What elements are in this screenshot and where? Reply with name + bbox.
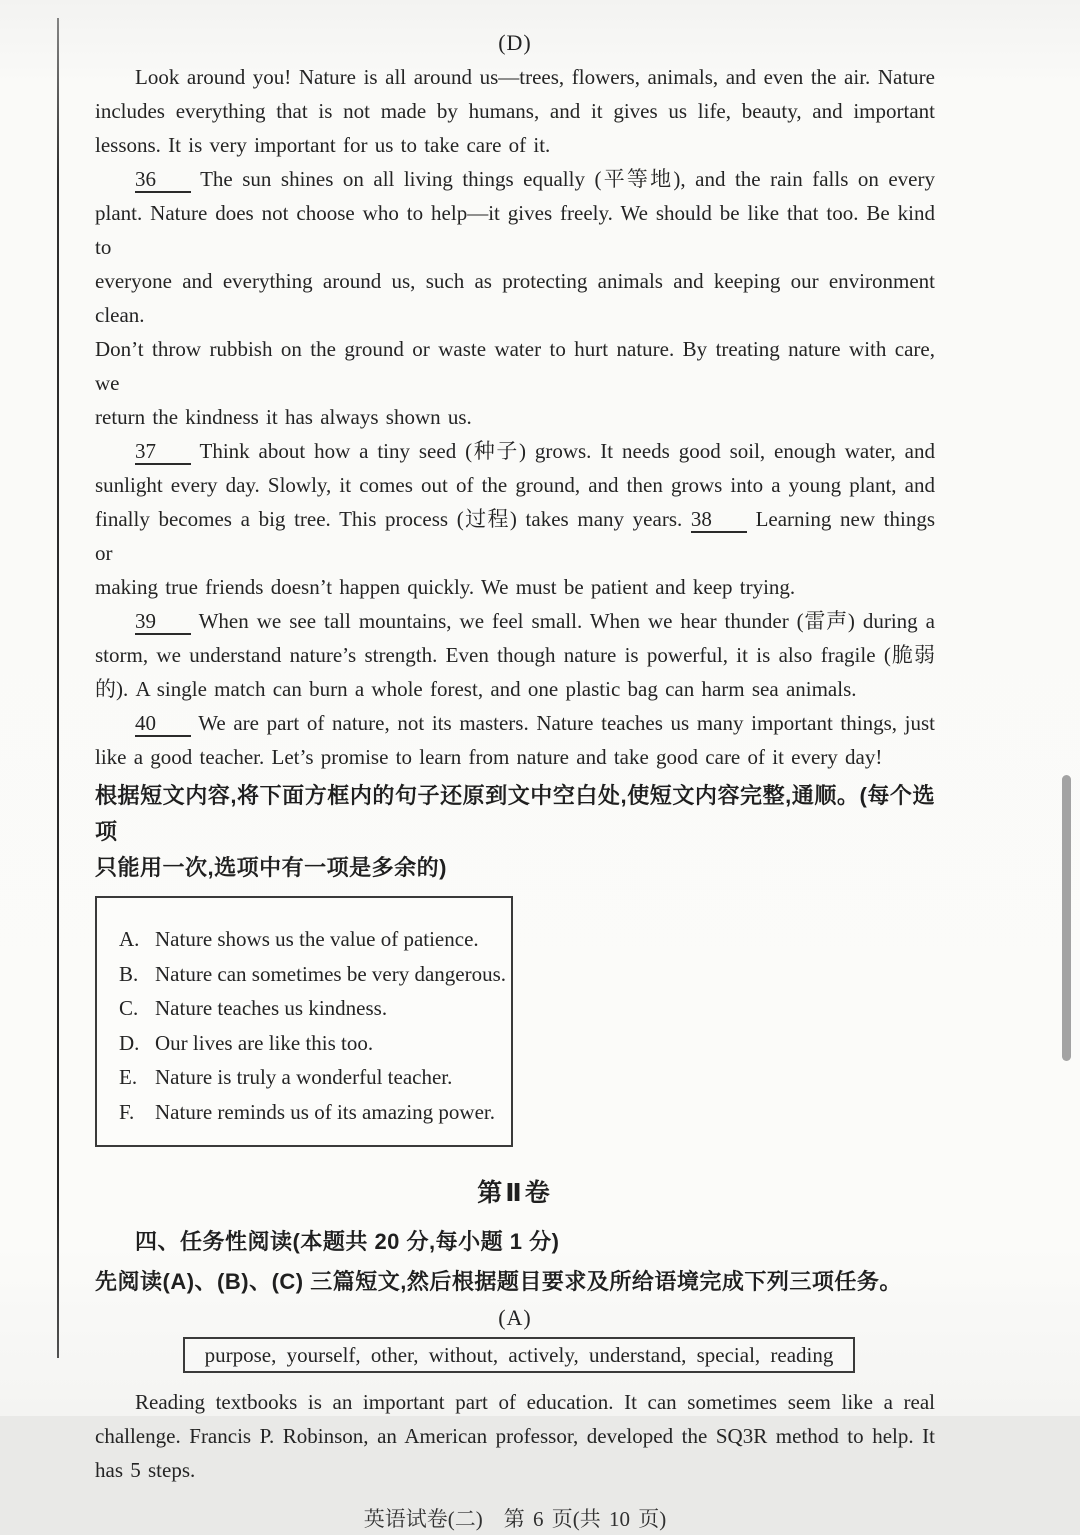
option-label: D. [119, 1030, 140, 1055]
option-item [119, 1060, 511, 1095]
option-text: Nature teaches us kindness. [155, 996, 388, 1020]
passage-d [95, 60, 935, 774]
option-label: E. [119, 1065, 138, 1089]
option-label: C. [119, 996, 139, 1020]
text-line: finally becomes a big tree. This process (过程) takes many years. 38 Learning new things or [95, 507, 936, 565]
answer-blank-40: 40 [135, 711, 191, 737]
option-text: Nature reminds us of its amazing power. [155, 1099, 495, 1124]
option-text: Nature can sometimes be very dangerous. [155, 961, 507, 986]
scrollbar-thumb[interactable] [1062, 775, 1071, 1061]
section4-heading: 四、任务性阅读(本题共 20 分,每小题 1 分) [135, 1229, 560, 1254]
text-line: has 5 steps. [95, 1458, 196, 1482]
option-text: Nature shows us the value of patience. [155, 927, 479, 951]
answer-blank-39: 39 [135, 609, 191, 635]
text-line: includes everything that is not made by humans, and it gives us life, beauty, and important [95, 99, 935, 123]
paragraph [95, 60, 935, 162]
text-line: 37 Think about how a tiny seed (种子) grows. It needs good soil, enough water, and [135, 439, 935, 463]
option-label: F. [119, 1099, 135, 1124]
passage-a [95, 1385, 935, 1487]
text-line: 36 The sun shines on all living things equally (平等地), and the rain falls on every [135, 167, 935, 191]
answer-blank-38: 38 [691, 507, 747, 533]
paragraph [95, 778, 935, 886]
text-line: sunlight every day. Slowly, it comes out of the ground, and then grows into a young plant, and [95, 473, 935, 497]
option-item [119, 922, 511, 957]
text-line: like a good teacher. Let’s promise to learn from nature and take good care of it every day! [95, 745, 883, 769]
options-box [95, 896, 513, 1147]
restore-sentences-instruction [95, 778, 935, 886]
passage-d-label: (D) [498, 30, 532, 55]
text-line: Reading textbooks is an important part of education. It can sometimes seem like a real [135, 1390, 935, 1414]
word-bank-words: purpose, yourself, other, without, actively, understand, special, reading [204, 1343, 834, 1367]
paragraph [95, 706, 935, 774]
option-label: A. [119, 927, 140, 951]
page-footer: 英语试卷(二) 第 6 页(共 10 页) [363, 1507, 667, 1531]
options-list [119, 922, 511, 1129]
text-line: 39 When we see tall mountains, we feel small. When we hear thunder (雷声) during a [135, 609, 935, 633]
option-item [119, 957, 511, 992]
paragraph [95, 434, 935, 604]
text-line: Don’t throw rubbish on the ground or waste water to hurt nature. By treating nature with care, we [95, 337, 935, 395]
paragraph [95, 1385, 935, 1487]
text-line: plant. Nature does not choose who to help—it gives freely. We should be like that too. Be kind to [95, 201, 935, 259]
answer-blank-36: 36 [135, 167, 191, 193]
text-line: challenge. Francis P. Robinson, an American professor, developed the SQ3R method to help. It [95, 1424, 935, 1448]
option-item [119, 1026, 511, 1061]
text-line: 根据短文内容,将下面方框内的句子还原到文中空白处,使短文内容完整,通顺。(每个选项 [95, 783, 935, 844]
option-label: B. [119, 961, 139, 986]
text-line: lessons. It is very important for us to take care of it. [95, 133, 551, 157]
paragraph [95, 162, 935, 434]
paragraph [95, 604, 935, 706]
text-line: everyone and everything around us, such as protecting animals and keeping our environment clean. [95, 269, 935, 327]
passage-a-label: (A) [498, 1305, 532, 1330]
text-line: making true friends doesn’t happen quickly. We must be patient and keep trying. [95, 575, 796, 599]
text-line: 的). A single match can burn a whole forest, and one plastic bag can harm sea animals. [95, 677, 857, 701]
text-line: storm, we understand nature’s strength. Even though nature is powerful, it is also fragile (脆弱 [95, 643, 935, 667]
option-text: Our lives are like this too. [155, 1030, 374, 1055]
option-item [119, 991, 511, 1026]
page-content [95, 26, 935, 1535]
word-bank-box [183, 1337, 855, 1373]
section4-intro: 先阅读(A)、(B)、(C) 三篇短文,然后根据题目要求及所给语境完成下列三项任务。 [95, 1269, 902, 1294]
answer-blank-37: 37 [135, 439, 191, 465]
part2-title: 第Ⅱ卷 [477, 1179, 553, 1207]
text-line: 40 We are part of nature, not its masters. Nature teaches us many important things, just [135, 711, 935, 735]
option-text: Nature is truly a wonderful teacher. [155, 1065, 453, 1089]
option-item [119, 1095, 511, 1130]
text-line: Look around you! Nature is all around us—trees, flowers, animals, and even the air. Nature [135, 65, 935, 89]
text-line: 只能用一次,选项中有一项是多余的) [95, 855, 447, 880]
page-binding-line [57, 18, 59, 1358]
text-line: return the kindness it has always shown us. [95, 405, 472, 429]
